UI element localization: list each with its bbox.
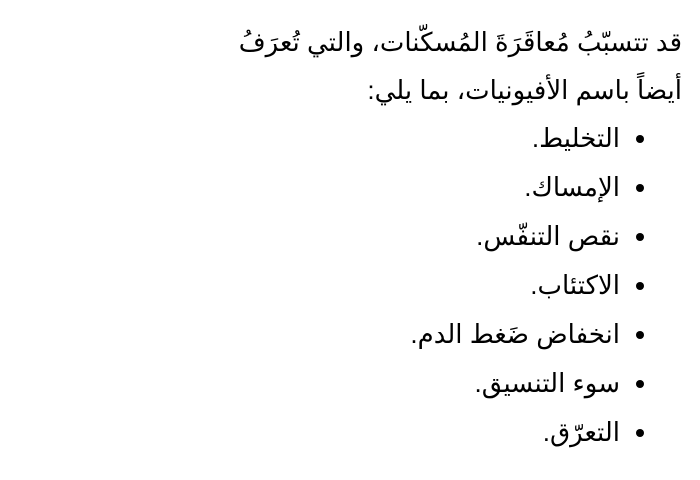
list-item bbox=[40, 359, 682, 408]
list-item-text: انخفاض ضَغط الدم. bbox=[410, 319, 620, 349]
bullet-dot-icon bbox=[636, 380, 644, 388]
list-item bbox=[40, 163, 682, 212]
bullet-dot-icon bbox=[636, 184, 644, 192]
effects-list bbox=[40, 114, 682, 457]
list-item bbox=[40, 261, 682, 310]
list-item bbox=[40, 408, 682, 457]
bullet-dot-icon bbox=[636, 282, 644, 290]
list-item-text: نقص التنفّس. bbox=[476, 221, 620, 251]
bullet-dot-icon bbox=[636, 429, 644, 437]
bullet-dot-icon bbox=[636, 233, 644, 241]
list-item-text: الاكتئاب. bbox=[530, 270, 620, 300]
bullet-dot-icon bbox=[636, 331, 644, 339]
list-item-text: سوء التنسيق. bbox=[474, 368, 620, 398]
intro-line-2: أيضاً باسم الأفيونيات، بما يلي: bbox=[367, 75, 682, 105]
bullet-dot-icon bbox=[636, 135, 644, 143]
list-item-text: الإمساك. bbox=[524, 172, 620, 202]
list-item bbox=[40, 212, 682, 261]
list-item-text: التعرّق. bbox=[542, 417, 620, 447]
list-item-text: التخليط. bbox=[531, 123, 620, 153]
list-item bbox=[40, 114, 682, 163]
intro-paragraph bbox=[40, 18, 682, 114]
list-item bbox=[40, 310, 682, 359]
intro-line-1: قد تتسبّبُ مُعاقَرَةَ المُسكّنات، والتي تُعرَفُ bbox=[238, 27, 682, 57]
